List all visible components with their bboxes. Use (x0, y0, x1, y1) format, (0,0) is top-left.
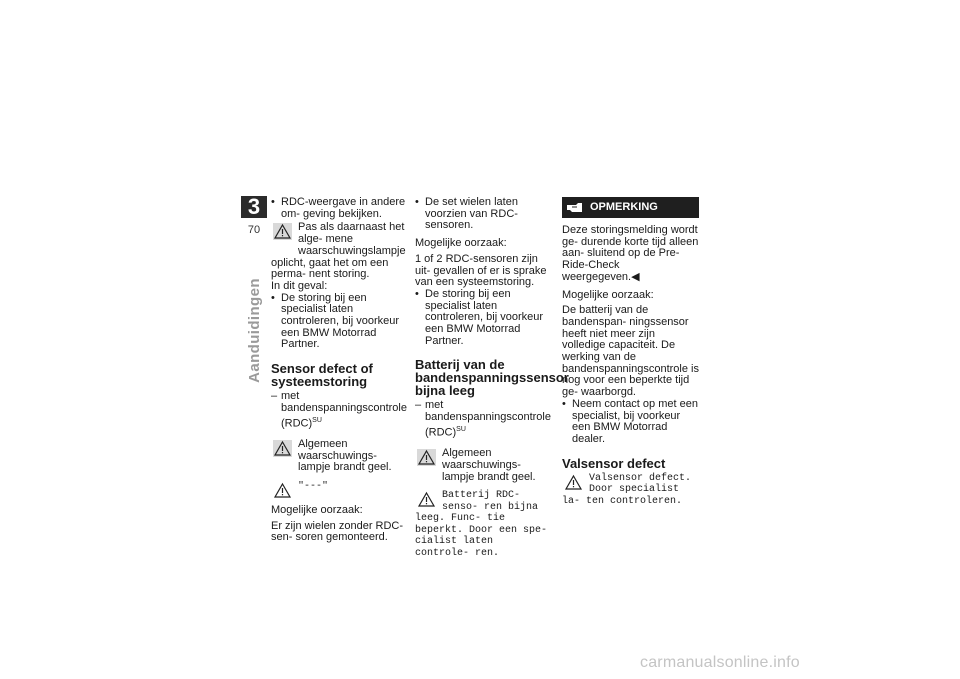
paragraph: oplicht, gaat het om een perma- nent storing. (271, 256, 389, 281)
end-mark-icon: ◀ (631, 270, 640, 283)
hand-pointing-icon (566, 202, 583, 213)
warning-lamp-text: Algemeen waarschuwings- lampje brandt geel. (298, 438, 392, 474)
section-label-text: Aanduidingen (245, 277, 263, 383)
bullet-item: • Neem contact op met een specialist, bij voorkeur een BMW Motorrad dealer. (562, 399, 699, 446)
display-message (415, 490, 552, 559)
display-message (562, 473, 699, 508)
dash-item-text: met bandenspanningscontrole (RDC) (425, 399, 551, 439)
column-1 (271, 197, 406, 550)
dash-item-sup: SU (312, 416, 322, 424)
cause-text: Er zijn wielen zonder RDC-sen- soren gemonteerd. (271, 519, 404, 544)
notice-text-body: Deze storingsmelding wordt ge- durende korte tijd alleen aan- sluitend op de Pre-Ride-Check weergegeven. (562, 224, 699, 283)
display-message-text: Valsensor defect. Door specialist la- ten controleren. (562, 472, 692, 507)
section-heading: Sensor defect of systeemstoring (271, 361, 373, 390)
dash-item (415, 400, 552, 439)
bullet-item: • De set wielen laten voorzien van RDC-sensoren. (415, 197, 552, 232)
warning-triangle-icon (273, 223, 292, 240)
warning-triangle-icon (564, 474, 583, 491)
warning-triangle-icon (273, 482, 292, 499)
column-2 (415, 196, 569, 563)
dash-item-sup: SU (456, 425, 466, 433)
cause-text: 1 of 2 RDC-sensoren zijn uit- gevallen of er is sprake van een systeemstoring. (415, 252, 547, 289)
warning-note (271, 222, 406, 257)
notice-header (562, 197, 699, 218)
bullet-item: • RDC-weergave in andere om- geving bekijken. (271, 197, 406, 220)
warning-triangle-icon (417, 449, 436, 466)
dash-item-text: met bandenspanningscontrole (RDC) (281, 390, 407, 430)
warning-triangle-icon (273, 440, 292, 457)
bullet-item: • De storing bij een specialist laten controleren, bij voorkeur een BMW Motorrad Partner. (415, 289, 552, 348)
cause-label: Mogelijke oorzaak: (562, 288, 654, 301)
page-number: 70 (247, 224, 261, 236)
notice-text (562, 225, 699, 284)
display-message-text: Batterij RDC- senso- ren bijna leeg. Func- tie beperkt. Door een spe- cialist laten controle- ren. (415, 490, 548, 559)
column-3 (562, 197, 699, 511)
section-heading: Batterij van de bandenspanningssensor bijna leeg (415, 357, 569, 399)
warning-lamp-note (271, 439, 406, 474)
notice-label: OPMERKING (590, 200, 658, 213)
warning-triangle-icon (417, 491, 436, 508)
warning-lamp-text: Algemeen waarschuwings- lampje brandt geel. (442, 448, 536, 483)
dash-item (271, 391, 406, 430)
warning-lamp-note (415, 448, 552, 483)
cause-text: De batterij van de bandenspan- ningssensor heeft niet meer zijn volledige capaciteit. De werking van de bandenspanningscontrole is nog voor een beperkte tijd ge- waarborgd. (562, 304, 699, 399)
cause-label: Mogelijke oorzaak: (415, 237, 507, 250)
cause-label: Mogelijke oorzaak: (271, 504, 363, 517)
display-value: "---" (298, 481, 329, 493)
chapter-number: 3 (241, 196, 267, 218)
warning-note-text: Pas als daarnaast het alge- mene waarschuwingslampje (298, 222, 406, 257)
paragraph: In dit geval: (271, 279, 328, 292)
display-message (271, 481, 406, 499)
bullet-item: • De storing bij een specialist laten controleren, bij voorkeur een BMW Motorrad Partner. (271, 293, 406, 352)
watermark: carmanualsonline.info (640, 654, 800, 671)
section-heading: Valsensor defect (562, 455, 666, 471)
